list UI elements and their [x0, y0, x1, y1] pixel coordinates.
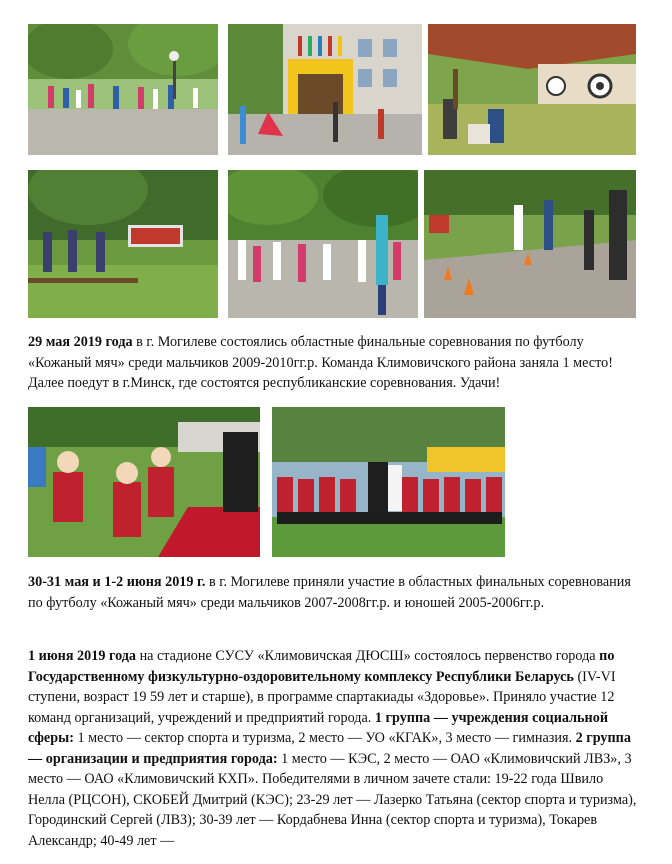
news-paragraph-may-29 [28, 332, 642, 394]
news-paragraph-june-1 [28, 646, 642, 851]
football-boys-table-photo [28, 407, 260, 557]
news-text: 1 место — сектор спорта и туризма, 2 место — УО «КГАК», 3 место — гимназия. [73, 730, 576, 746]
news-date: 30-31 мая и 1-2 июня 2019 г. [28, 574, 206, 590]
news-bold-text: 2 группа — организации и предприятия города: [28, 730, 631, 767]
news-text: в г. Могилеве приняли участие в областных финальных соревнования по футболу «Кожаный мяч» среди мальчиков 2007-2008гг.р. и юношей 2005-2006гг.р. [28, 574, 631, 611]
building-square-event-photo [228, 24, 422, 155]
shooting-range-tent-photo [428, 24, 636, 155]
news-text: (IV-VI ступени, возраст 19 59 лет и старше), в программе спартакиады «Здоровье». Приняло участие 12 команд организаций, учреждений и предприятий города. [28, 668, 616, 726]
news-date: 1 июня 2019 года [28, 648, 137, 664]
news-text: 1 место — КЭС, 2 место — ОАО «Климовичский ЛВЗ», 3 место — ОАО «Климовичский КХП». Победителями в личном зачете стали: 19-22 года Швило Нелла (РЦСОН), СКОБЕЙ Дмитрий (КЭС); 23-29 лет — Лазерко Татьяна (сектор спорта и туризма), Городинский Сергей (ЛВЗ); 30-39 лет — Кордабнева Инна (сектор спорта и туризма), Токарев Александр; 40-49 лет — [28, 750, 637, 849]
news-date: 29 мая 2019 года [28, 334, 133, 350]
news-bold-text: по Государственному физкультурно-оздоровительному комплексу Республики Беларусь [28, 648, 615, 685]
cone-course-photo [424, 170, 636, 318]
news-paragraph-may-30 [28, 572, 642, 613]
news-text: в г. Могилеве состоялись областные финальные соревнования по футболу «Кожаный мяч» среди мальчиков 2009-2010гг.р. Команда Климовичского района заняла 1 место! Далее поедут в г.Минск, где состоятся республиканские соревнования. Удачи! [28, 334, 613, 391]
news-text: на стадионе СУСУ «Климовичская ДЮСШ» состоялось первенство города [136, 648, 600, 664]
park-relay-game-photo [28, 170, 218, 318]
sports-festival-crowd-photo [28, 24, 218, 155]
group-exercise-photo [228, 170, 418, 318]
news-bold-text: 1 группа — учреждения социальной сферы: [28, 709, 608, 746]
football-team-group-photo [272, 407, 505, 557]
